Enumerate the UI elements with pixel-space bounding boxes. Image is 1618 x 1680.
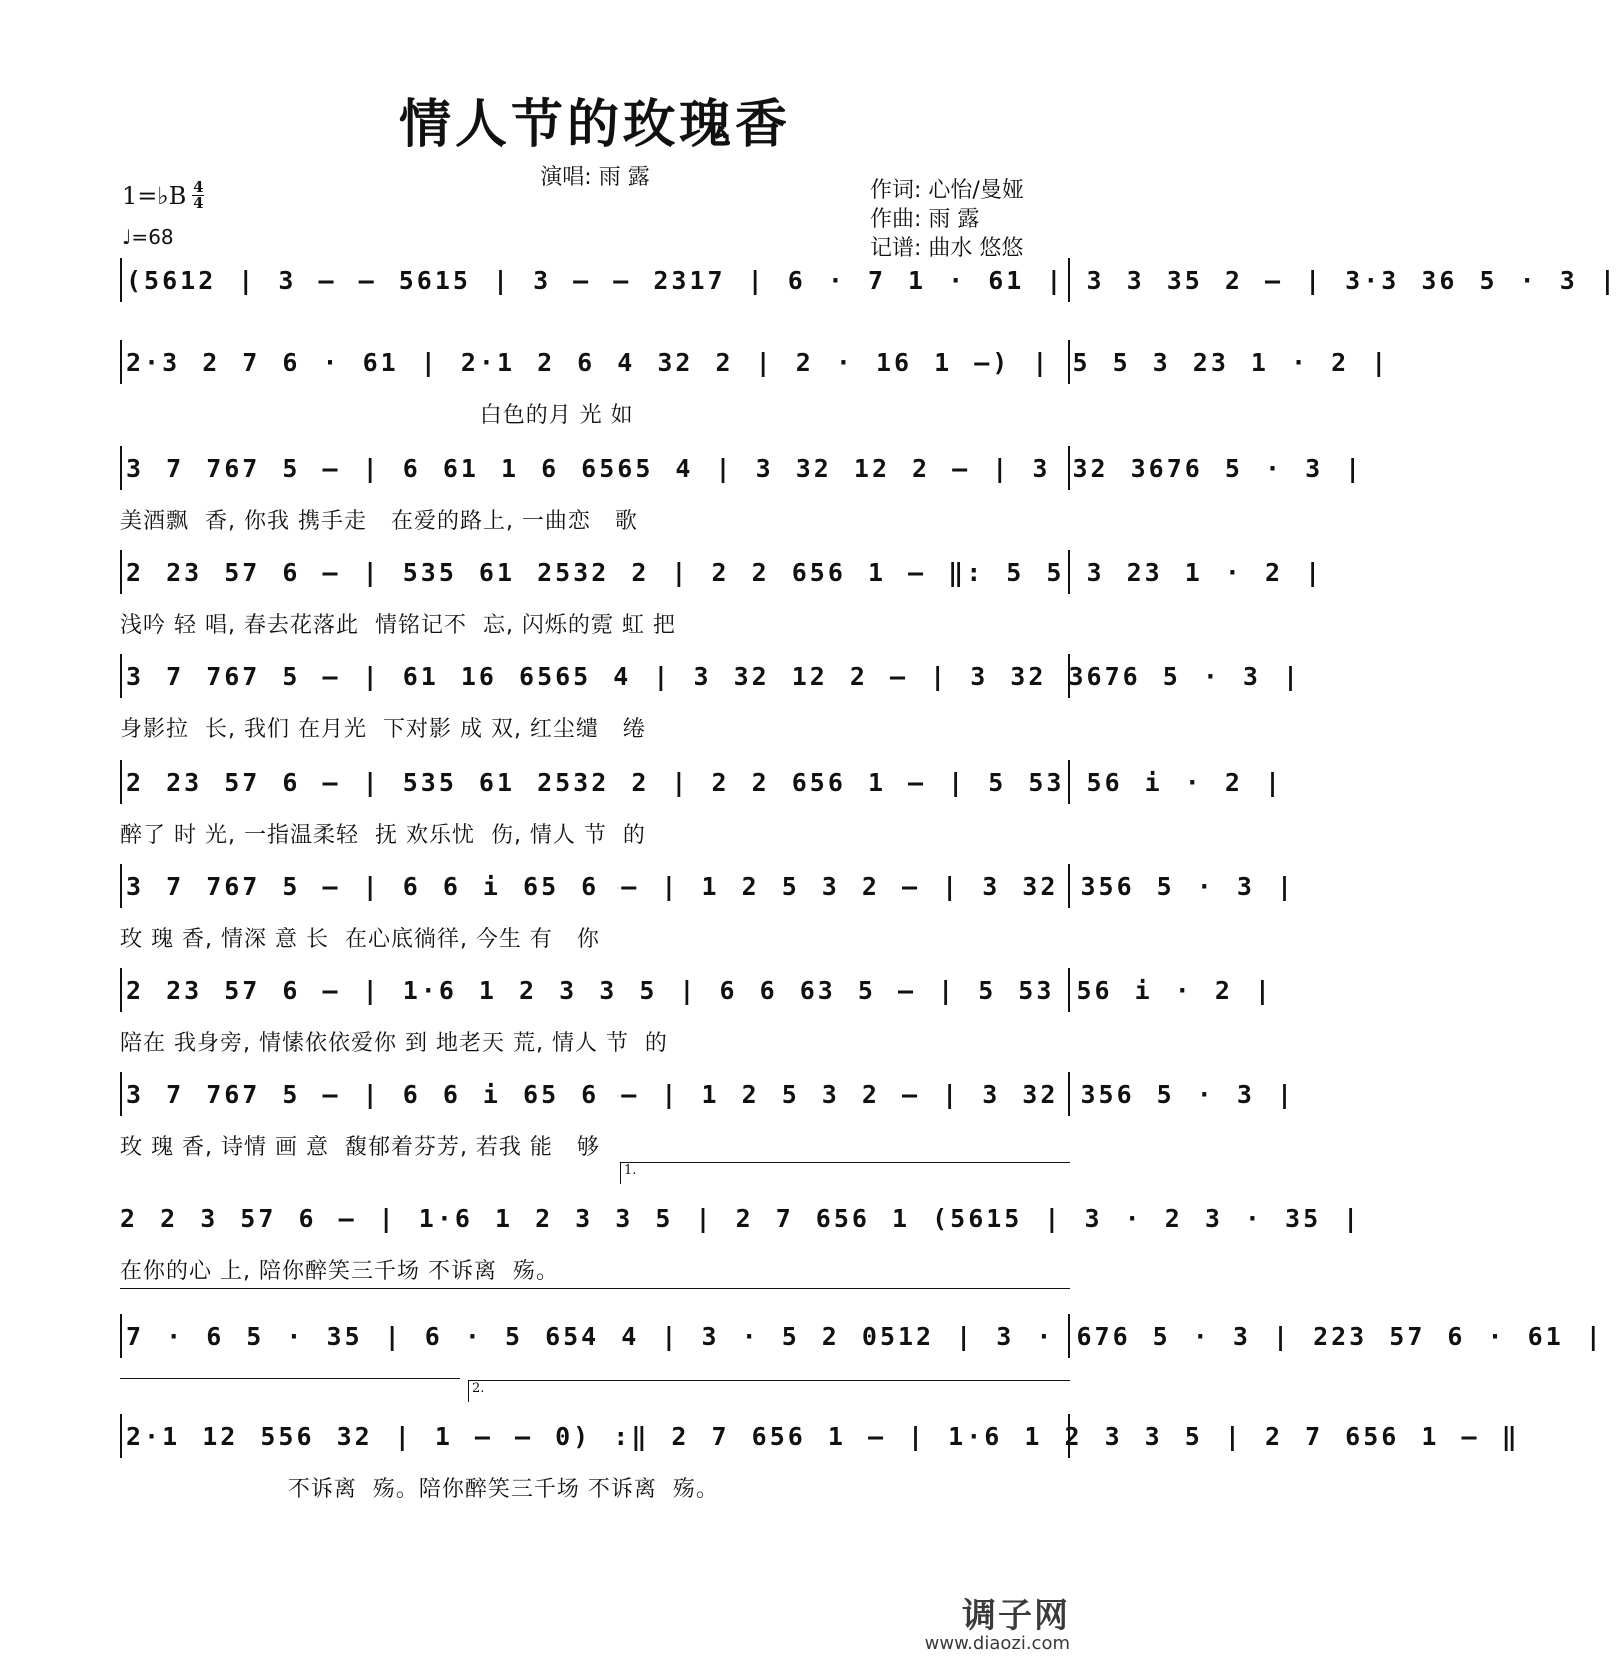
lyrics-line: 在你的心 上, 陪你醉笑三千场 不诉离 殇。: [120, 1259, 559, 1284]
score-row-6: [120, 760, 1284, 848]
lyrics-line: 玫 瑰 香, 诗情 画 意 馥郁着芬芳, 若我 能 够: [120, 1135, 600, 1160]
tempo-marking: ♩=68: [122, 225, 174, 249]
score-row-7: [120, 864, 1296, 952]
lyrics-line: 玫 瑰 香, 情深 意 长 在心底徜徉, 今生 有 你: [120, 927, 600, 952]
score-row-11: [120, 1314, 1604, 1358]
lyrics-line: 陪在 我身旁, 情愫依依爱你 到 地老天 荒, 情人 节 的: [120, 1031, 668, 1056]
second-ending-bracket: 2.: [468, 1380, 1070, 1402]
lyrics-line: 美酒飘 香, 你我 携手走 在爱的路上, 一曲恋 歌: [120, 509, 638, 534]
score-row-9: [120, 1072, 1296, 1160]
singer-credit: 演唱: 雨 露: [540, 165, 650, 190]
lyrics-line: 不诉离 殇。陪你醉笑三千场 不诉离 殇。: [120, 1477, 719, 1502]
score-row-4: [120, 550, 1324, 638]
notation-line: 2·1 12 556 32 | 1 – – 0) :‖ 2 7 656 1 – | 1·6 1 2 3 3 5 | 2 7 656 1 – ‖: [120, 1414, 1070, 1458]
notation-line: (5612 | 3 – – 5615 | 3 – – 2317 | 6 · 7 1 · 61 | 3 3 35 2 – | 3·3 36 5 · 3 |: [120, 258, 1070, 302]
lyrics-line: 浅吟 轻 唱, 春去花落此 情铭记不 忘, 闪烁的霓 虹 把: [120, 613, 676, 638]
transcriber-credit: 记谱: 曲水 悠悠: [870, 236, 1024, 261]
lyrics-line: 白色的月 光 如: [120, 403, 634, 428]
watermark-url: www.diaozi.com: [924, 1633, 1070, 1654]
score-row-10: [120, 1196, 1362, 1284]
notation-line: 3 7 767 5 – | 61 16 6565 4 | 3 32 12 2 – | 3 32 3676 5 · 3 |: [120, 654, 1070, 698]
notation-line: 7 · 6 5 · 35 | 6 · 5 654 4 | 3 · 5 2 0512 | 3 · 676 5 · 3 | 223 57 6 · 61 |: [120, 1314, 1070, 1358]
notation-line: 3 7 767 5 – | 6 61 1 6 6565 4 | 3 32 12 2 – | 3 32 3676 5 · 3 |: [120, 446, 1070, 490]
notation-line: 2 2 3 57 6 – | 1·6 1 2 3 3 5 | 2 7 656 1 (5615 | 3 · 2 3 · 35 |: [120, 1203, 1362, 1233]
lyrics-line: 身影拉 长, 我们 在月光 下对影 成 双, 红尘缱 绻: [120, 717, 646, 742]
site-watermark: [925, 1588, 1070, 1654]
score-row-3: [120, 446, 1364, 534]
composer-credit: 作曲: 雨 露: [870, 207, 980, 232]
volta-continuation-line-2: [120, 1378, 460, 1379]
lyricist-credit: 作词: 心怡/曼娅: [870, 178, 1024, 203]
key-tempo-block: [122, 180, 204, 249]
notation-line: 3 7 767 5 – | 6 6 i 65 6 – | 1 2 5 3 2 – | 3 32 356 5 · 3 |: [120, 864, 1070, 908]
score-row-2: [120, 340, 1390, 428]
notation-line: 2 23 57 6 – | 535 61 2532 2 | 2 2 656 1 – ‖: 5 5 3 23 1 · 2 |: [120, 550, 1070, 594]
key-signature: 1=♭B: [122, 181, 187, 210]
score-row-5: [120, 654, 1302, 742]
watermark-name: 调子网: [962, 1596, 1070, 1636]
time-signature-top: 4: [193, 178, 204, 196]
notation-line: 2 23 57 6 – | 535 61 2532 2 | 2 2 656 1 – | 5 53 56 i · 2 |: [120, 760, 1070, 804]
score-row-1: [120, 258, 1618, 302]
score-row-12: [120, 1414, 1520, 1502]
key-signature-row: [122, 180, 204, 211]
lyrics-line: 醉了 时 光, 一指温柔轻 抚 欢乐忧 伤, 情人 节 的: [120, 823, 646, 848]
time-signature: [192, 180, 204, 211]
credits-block: [870, 176, 1024, 263]
notation-line: 2·3 2 7 6 · 61 | 2·1 2 6 4 32 2 | 2 · 16 1 –) | 5 5 3 23 1 · 2 |: [120, 340, 1070, 384]
notation-line: 3 7 767 5 – | 6 6 i 65 6 – | 1 2 5 3 2 – | 3 32 356 5 · 3 |: [120, 1072, 1070, 1116]
song-title: 情人节的玫瑰香: [398, 94, 791, 155]
volta-continuation-line: [120, 1288, 1070, 1289]
time-signature-bottom: 4: [193, 194, 204, 212]
notation-line: 2 23 57 6 – | 1·6 1 2 3 3 5 | 6 6 63 5 – | 5 53 56 i · 2 |: [120, 968, 1070, 1012]
first-ending-bracket: 1.: [620, 1162, 1070, 1184]
score-row-8: [120, 968, 1273, 1056]
